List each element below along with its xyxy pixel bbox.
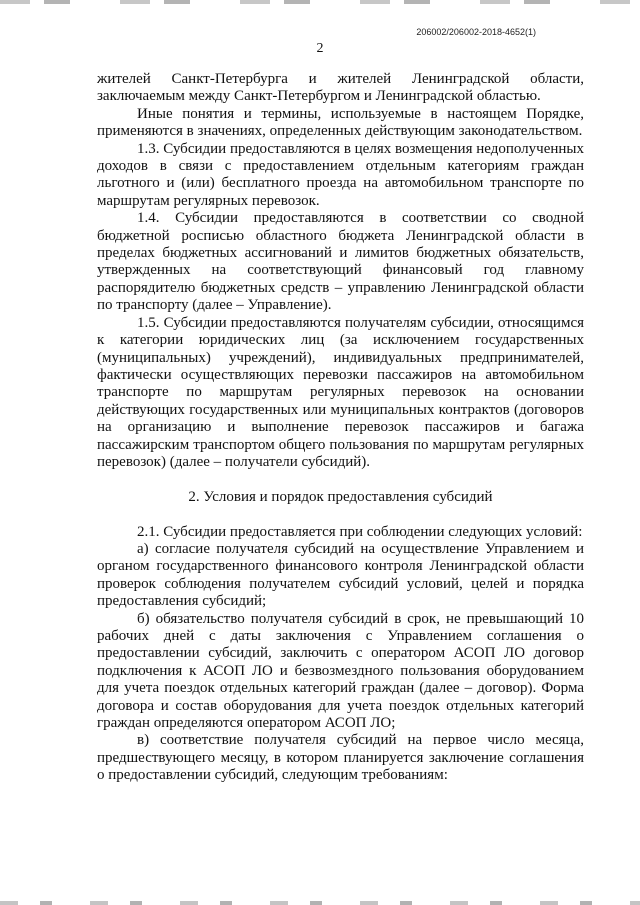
paragraph: 1.3. Субсидии предоставляются в целях возмещения недополученных доходов в связи с предоставлением отдельным категориям граждан льготного и (или) бесплатного проезда на автомобильном транспорте по маршрутам регулярных перевозок. — [97, 140, 584, 209]
paragraph: 2.1. Субсидии предоставляется при соблюдении следующих условий: — [137, 523, 583, 540]
page-number: 2 — [316, 41, 324, 56]
list-item: б) обязательство получателя субсидий в срок, не превышающий 10 рабочих дней с даты заключения с Управлением соглашения о предоставлении субсидий, заключить с оператором АСОП ЛО договор подключения к АСОП ЛО и безвозмездного пользования оборудованием для учета поездок отдельных категорий граждан (далее – договор). Форма договора и состав оборудования для учета поездок отдельных категорий граждан определяются оператором АСОП ЛО; — [97, 610, 584, 731]
section-heading: 2. Условия и порядок предоставления субсидий — [188, 488, 493, 505]
scan-artifact-bottom — [0, 901, 640, 905]
document-id: 206002/206002-2018-4652(1) — [416, 27, 536, 37]
paragraph: Иные понятия и термины, используемые в настоящем Порядке, применяются в значениях, определенных действующим законодательством. — [97, 105, 584, 140]
paragraph: 1.5. Субсидии предоставляются получателям субсидии, относящимся к категории юридических лиц (за исключением государственных (муниципальных) учреждений), индивидуальных предпринимателей, фактически осуществляющих перевозки пассажиров на автомобильном транспорте по маршрутам регулярных перевозок на основании действующих государственных или муниципальных контрактов (договоров на организацию и выполнение перевозок пассажиров и багажа пассажирским транспортом общего пользования по маршрутам регулярных перевозок) (далее – получатели субсидий). — [97, 314, 584, 470]
scan-artifact-top — [0, 0, 640, 4]
paragraph: жителей Санкт-Петербурга и жителей Ленинградской области, заключаемым между Санкт-Петербургом и Ленинградской областью. — [97, 71, 584, 105]
list-item: а) согласие получателя субсидий на осуществление Управлением и органом государственного финансового контроля Ленинградской области проверок соблюдения получателем субсидий условий, целей и порядка предоставления субсидий; — [97, 540, 584, 610]
paragraph: 1.4. Субсидии предоставляются в соответствии со сводной бюджетной росписью областного бюджета Ленинградской области в пределах бюджетных ассигнований и лимитов бюджетных обязательств, утвержденных на соответствующий финансовый год главному распорядителю бюджетных средств – управлению Ленинградской области по транспорту (далее – Управление). — [97, 210, 584, 314]
document-body — [97, 71, 584, 785]
list-item: в) соответствие получателя субсидий на первое число месяца, предшествующего месяцу, в котором планируется заключение соглашения о предоставлении субсидий, следующим требованиям: — [97, 732, 584, 784]
